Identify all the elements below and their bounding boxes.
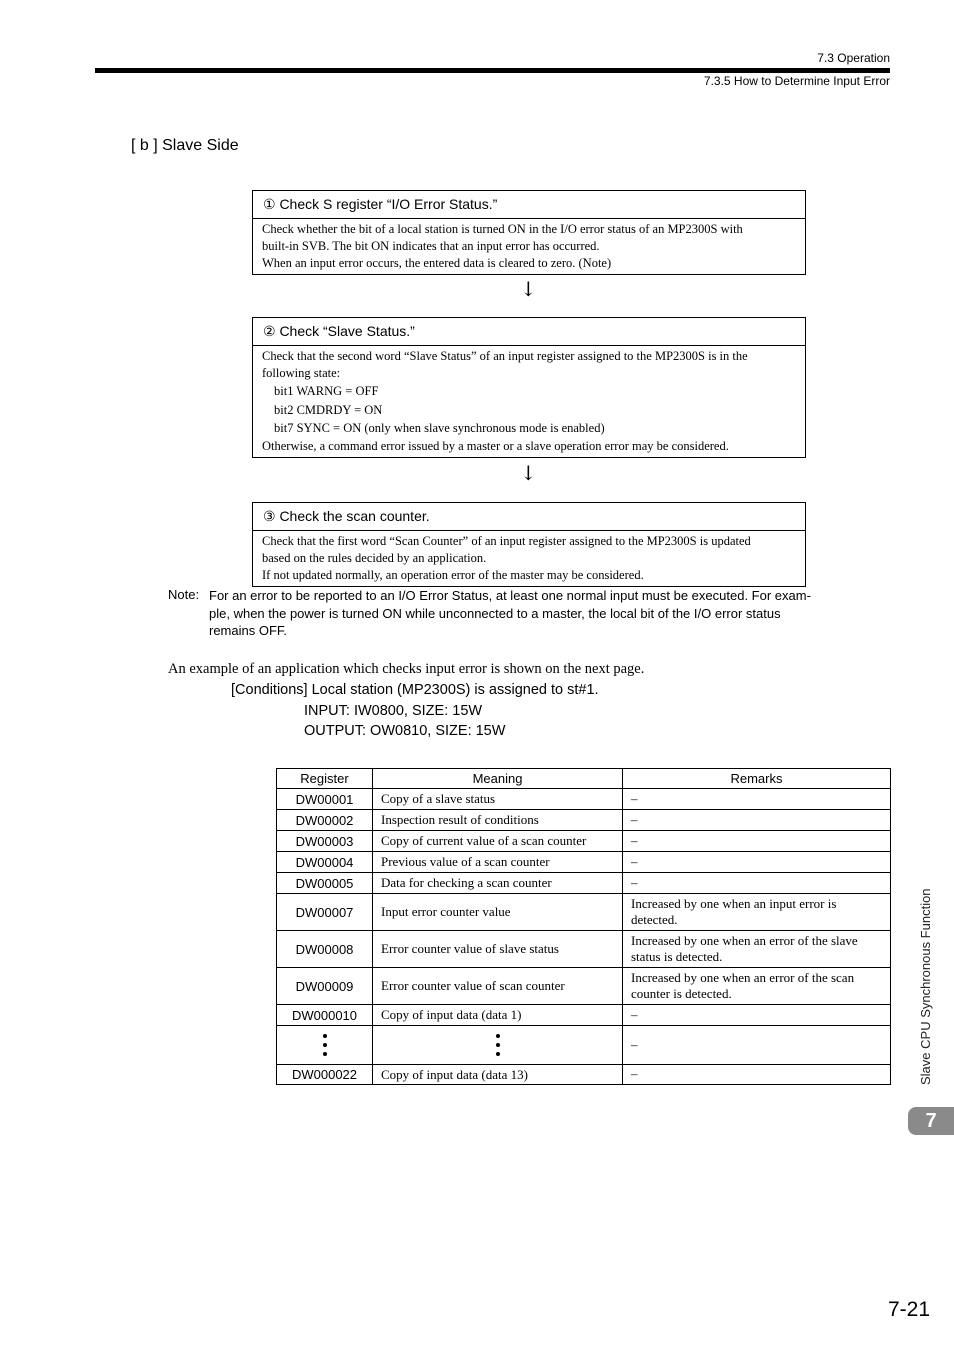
remarks-cell: –	[623, 873, 891, 894]
register-table	[276, 768, 891, 1085]
table-row	[277, 931, 891, 968]
step-2-title: ② Check “Slave Status.”	[253, 318, 805, 346]
step-2-line: following state:	[262, 366, 341, 380]
step-3-line: Check that the first word “Scan Counter” of an input register assigned to the MP2300S is updated	[262, 534, 751, 548]
register-cell: DW00007	[277, 894, 373, 931]
table-row	[277, 968, 891, 1005]
meaning-cell: Copy of a slave status	[373, 789, 623, 810]
step-2-box	[252, 317, 806, 458]
remarks-cell: –	[623, 1065, 891, 1085]
step-2-body	[253, 346, 805, 457]
note-label: Note:	[168, 587, 200, 602]
step-3-title: ③ Check the scan counter.	[253, 503, 805, 531]
step-1-line: Check whether the bit of a local station is turned ON in the I/O error status of an MP2300S with	[262, 222, 743, 236]
meaning-cell: Copy of current value of a scan counter	[373, 831, 623, 852]
register-cell: DW00003	[277, 831, 373, 852]
step-1-line: When an input error occurs, the entered data is cleared to zero. (Note)	[262, 256, 612, 270]
note-line: For an error to be reported to an I/O Error Status, at least one normal input must be executed. For exam-	[209, 588, 811, 603]
table-row	[277, 1005, 891, 1026]
table-row	[277, 873, 891, 894]
step-1-box	[252, 190, 806, 275]
col-register-header: Register	[277, 769, 373, 789]
col-remarks-header: Remarks	[623, 769, 891, 789]
register-cell: DW00008	[277, 931, 373, 968]
remarks-cell: –	[623, 789, 891, 810]
step-2-tail: Otherwise, a command error issued by a master or a slave operation error may be considered.	[262, 438, 729, 453]
step-3-line: based on the rules decided by an application.	[262, 551, 487, 565]
meaning-cell: Inspection result of conditions	[373, 810, 623, 831]
step-1-line: built-in SVB. The bit ON indicates that an input error has occurred.	[262, 239, 600, 253]
col-meaning-header: Meaning	[373, 769, 623, 789]
table-row	[277, 852, 891, 873]
header-section: 7.3 Operation	[817, 51, 890, 65]
table-row	[277, 1065, 891, 1085]
intro-text: An example of an application which checks input error is shown on the next page.	[168, 661, 645, 677]
meaning-cell: Data for checking a scan counter	[373, 873, 623, 894]
conditions-output: OUTPUT: OW0810, SIZE: 15W	[304, 723, 506, 739]
table-header-row	[277, 769, 891, 789]
remarks-cell: –	[623, 810, 891, 831]
vertical-ellipsis-icon	[373, 1026, 623, 1065]
conditions-line: [Conditions] Local station (MP2300S) is assigned to st#1.	[231, 682, 599, 698]
step-2-bit: bit1 WARNG = OFF	[274, 384, 379, 398]
note-text	[209, 587, 811, 640]
meaning-cell: Error counter value of slave status	[373, 931, 623, 968]
register-cell: DW00002	[277, 810, 373, 831]
step-3-box	[252, 502, 806, 587]
register-cell: DW000022	[277, 1065, 373, 1085]
table-row-ellipsis	[277, 1026, 891, 1065]
register-cell: DW00009	[277, 968, 373, 1005]
subheading: [ b ] Slave Side	[131, 137, 239, 154]
table-row	[277, 831, 891, 852]
vertical-ellipsis-icon	[277, 1026, 373, 1065]
register-cell: DW00005	[277, 873, 373, 894]
header-subsection: 7.3.5 How to Determine Input Error	[703, 74, 890, 88]
meaning-cell: Previous value of a scan counter	[373, 852, 623, 873]
step-2-line: Check that the second word “Slave Status” of an input register assigned to the MP2300S is in the	[262, 349, 748, 363]
header-rule	[95, 68, 890, 73]
note-line: remains OFF.	[209, 623, 288, 638]
remarks-cell: –	[623, 1026, 891, 1065]
chapter-tab: 7	[908, 1107, 954, 1135]
register-cell: DW00004	[277, 852, 373, 873]
note-line: ple, when the power is turned ON while unconnected to a master, the local bit of the I/O error status	[209, 605, 781, 621]
meaning-cell: Copy of input data (data 13)	[373, 1065, 623, 1085]
step-2-bit: bit7 SYNC = ON (only when slave synchronous mode is enabled)	[274, 421, 605, 435]
chapter-side-title: Slave CPU Synchronous Function	[918, 888, 933, 1085]
page-number: 7-21	[887, 1298, 930, 1321]
step-1-body	[253, 219, 805, 274]
step-3-line: If not updated normally, an operation error of the master may be considered.	[262, 568, 644, 582]
meaning-cell: Input error counter value	[373, 894, 623, 931]
meaning-cell: Error counter value of scan counter	[373, 968, 623, 1005]
step-3-body	[253, 531, 805, 586]
flow-arrow-2: ↓	[520, 461, 537, 485]
table-row	[277, 894, 891, 931]
flow-arrow-1: ↓	[520, 277, 537, 301]
remarks-cell: –	[623, 1005, 891, 1026]
table-row	[277, 810, 891, 831]
remarks-cell: –	[623, 831, 891, 852]
remarks-cell: –	[623, 852, 891, 873]
register-cell: DW000010	[277, 1005, 373, 1026]
remarks-cell: Increased by one when an error of the slave status is detected.	[623, 931, 891, 968]
step-2-bit: bit2 CMDRDY = ON	[274, 402, 383, 417]
remarks-cell: Increased by one when an input error is detected.	[623, 894, 891, 931]
register-cell: DW00001	[277, 789, 373, 810]
step-1-title: ① Check S register “I/O Error Status.”	[253, 191, 805, 219]
meaning-cell: Copy of input data (data 1)	[373, 1005, 623, 1026]
conditions-input: INPUT: IW0800, SIZE: 15W	[304, 703, 483, 719]
table-row	[277, 789, 891, 810]
remarks-cell: Increased by one when an error of the scan counter is detected.	[623, 968, 891, 1005]
